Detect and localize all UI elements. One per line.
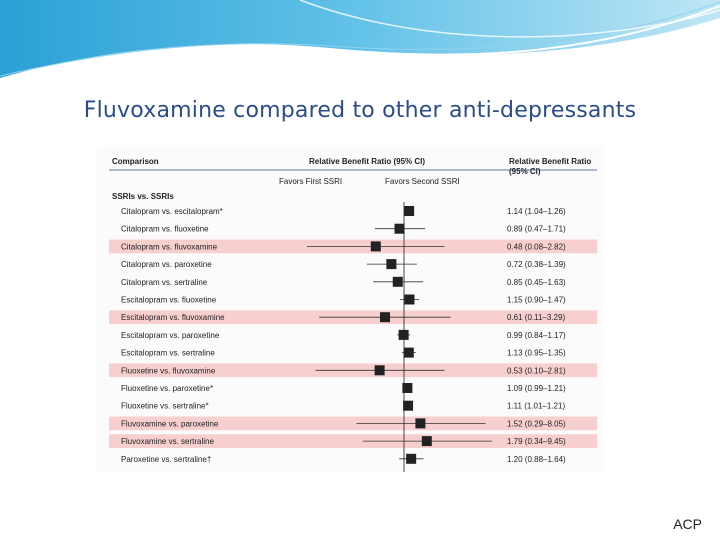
point-estimate-marker [404,348,414,358]
row-label: Fluvoxamine vs. paroxetine [121,419,219,429]
point-estimate-marker [402,383,412,393]
ci-column-header [509,157,591,176]
ci-value-label: 0.53 (0.10–2.81) [507,366,566,376]
slide-title: Fluvoxamine compared to other anti-depressants [83,98,637,123]
header-swoosh-decoration [0,0,720,90]
header-ratio-axis: Relative Benefit Ratio (95% CI) [309,157,426,166]
point-estimate-marker [375,365,385,375]
row-label: Citalopram vs. fluoxetine [121,224,209,234]
row-label: Fluoxetine vs. fluvoxamine [121,366,216,376]
ci-value-label: 1.11 (1.01–1.21) [507,401,566,411]
ci-value-label: 1.52 (0.29–8.05) [507,419,566,429]
section-label: SSRIs vs. SSRIs [112,192,174,201]
point-estimate-marker [371,241,381,251]
ci-value-label: 0.85 (0.45–1.63) [507,277,566,287]
point-estimate-marker [406,454,416,464]
point-estimate-marker [422,436,432,446]
ci-value-label: 0.72 (0.38–1.39) [507,260,566,270]
point-estimate-marker [399,330,409,340]
row-label: Fluoxetine vs. paroxetine* [121,384,214,393]
point-estimate-marker [386,259,396,269]
header-comparison: Comparison [112,157,159,166]
ci-value-label: 0.61 (0.11–3.29) [507,313,566,323]
row-label: Citalopram vs. escitalopram* [121,207,223,216]
row-label: Escitalopram vs. sertraline [121,348,215,358]
point-estimate-marker [403,401,413,411]
point-estimate-marker [393,277,403,287]
row-label: Escitalopram vs. fluoxetine [121,295,217,305]
row-label: Citalopram vs. fluvoxamine [121,242,218,252]
forest-plot [97,146,605,472]
ci-header-line-2: (95% CI) [509,167,541,176]
row-label: Citalopram vs. sertraline [121,277,208,287]
point-estimate-marker [395,224,405,234]
point-estimate-marker [404,295,414,305]
row-label: Fluoxetine vs. sertraline* [121,401,209,411]
ci-value-label: 1.14 (1.04–1.26) [507,207,566,216]
ci-value-label: 0.99 (0.84–1.17) [507,330,566,340]
forest-plot-figure [97,146,605,472]
row-label: Escitalopram vs. fluvoxamine [121,313,225,323]
footer-label: ACP [673,516,702,532]
favors-left-label: Favors First SSRI [279,177,343,186]
ci-value-label: 1.13 (0.95–1.35) [507,348,566,358]
row-label: Escitalopram vs. paroxetine [121,330,220,340]
ci-value-label: 0.89 (0.47–1.71) [507,224,566,234]
ci-value-label: 0.48 (0.08–2.82) [507,242,566,252]
row-label: Paroxetine vs. sertraline† [121,454,212,464]
point-estimate-marker [404,206,414,216]
ci-value-label: 1.09 (0.99–1.21) [507,384,566,393]
ci-value-label: 1.79 (0.34–9.45) [507,437,566,447]
row-label: Fluvoxamine vs. sertraline [121,437,214,447]
row-label: Citalopram vs. paroxetine [121,260,212,270]
ci-header-line-1: Relative Benefit Ratio [509,157,592,166]
point-estimate-marker [415,418,425,428]
favors-right-label: Favors Second SSRI [385,177,460,186]
ci-value-label: 1.15 (0.90–1.47) [507,295,566,305]
ci-value-label: 1.20 (0.88–1.64) [507,454,566,464]
point-estimate-marker [380,312,390,322]
